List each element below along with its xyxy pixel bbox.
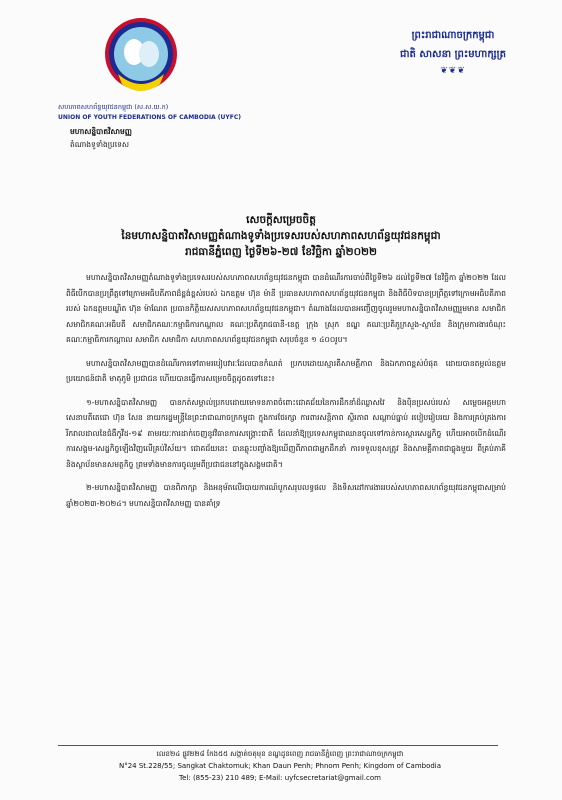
document-body bbox=[66, 270, 506, 519]
uyfc-logo bbox=[96, 16, 186, 98]
paragraph-3: ១-មហាសន្និបាតវិសាមញ្ញ បានកត់សម្គាល់ប្រកបដោយមោទនភាពចំពោះជោគជ័យនៃការដឹកនាំដ៏ឈ្លាសវៃ និងប៉ិនប្រសប់របស់ សម្តេចអគ្គមហាសេនាបតីតេជោ ហ៊ុន សែន នាយករដ្ឋមន្ត្រីនៃព្រះរាជាណាចក្រកម្ពុជា ក្នុងការថែរក្សា ការពារសន្តិភាព ស្ថិរភាព សណ្តាប់ធ្នាប់ របៀបរៀបរយ និងការគ្រប់គ្រងការរីករាលដាលនៃជំងឺកូវីដ-១៩ តាមរយៈការដាក់ចេញនូវវិធានការសង្គ្រោះជាតិ ដែលនាំឱ្យប្រទេសកម្ពុជាឈានចូលទៅកាន់ការស្តារសេដ្ឋកិច្ច ហើយអាចបើកដំណើរការសង្គម-សេដ្ឋកិច្ចឡើងវិញលើគ្រប់វិស័យ។ ជោគជ័យនេះ បានឆ្លុះបញ្ចាំងឱ្យឃើញពីភាពជាអ្នកដឹកនាំ ការទទួលខុសត្រូវ និងសាមគ្គីភាពជាធ្លុងមួយ ពីគ្រប់ភាគី និងស្ថាប័នមានសមត្ថកិច្ច ព្រមទាំងមានការចូលរួមពីប្រជាជននៅក្នុងសង្គមជាតិ។ bbox=[66, 397, 506, 469]
uyfc-logo-graphic bbox=[96, 16, 186, 98]
org-header bbox=[58, 16, 248, 151]
ornament-icon: ❦❦❦ bbox=[440, 66, 466, 76]
footer-contact: Tel: (855-23) 210 489; E-Mail: uyfcsecretariat@gmail.com bbox=[179, 774, 381, 782]
kingdom-header bbox=[400, 28, 506, 76]
org-name-khmer: សហភាពសហព័ន្ធយុវជនកម្ពុជា (ស.ស.យ.ក) bbox=[58, 103, 169, 111]
paragraph-1: មហាសន្និបាតវិសាមញ្ញតំណាងទូទាំងប្រទេសរបស់សហភាពសហព័ន្ធយុវជនកម្ពុជា បានដំណើរការចាប់ពីថ្ងៃទី២៦ ដល់ថ្ងៃទី២៧ ខែវិច្ឆិកា ឆ្នាំ២០២២ ដែលពិធីបើកបានប្រព្រឹត្តទៅក្រោមអធិបតីភាពដ៏ខ្ពង់ខ្ពស់របស់ ឯកឧត្តម ហ៊ុន ម៉ានី ប្រធានសហភាពសហព័ន្ធយុវជនកម្ពុជា និងពិធីបិទបានប្រព្រឹត្តទៅក្រោមអធិបតីភាពរបស់ ឯកឧត្តមបណ្ឌិត ហ៊ុន ម៉ាណែត ប្រធានកិត្តិយសសហភាពសហព័ន្ធយុវជនកម្ពុជា។ តំណាងដែលបានអញ្ជើញចូលរួមមហាសន្និបាតវិសាមញ្ញរួមមាន សមាជិក សមាជិកគណៈអធិបតី សមាជិកគណៈកម្មាធិការកណ្តាល គណៈប្រតិភូរាជធានី-ខេត្ត ក្រុង ស្រុក ខណ្ឌ គណៈប្រតិភូក្រសួង-ស្ថាប័ន និងក្រុមការងារចំណុះគណៈកម្មាធិការកណ្តាល សមាជិក សមាជិកា សហភាពសហព័ន្ធយុវជនកម្ពុជា សរុបចំនួន ១ ៤០០រូប។ bbox=[66, 273, 506, 344]
footer-address-english: N°24 St.228/55; Sangkat Chaktomuk; Khan Daun Penh; Phnom Penh; Kingdom of Cambodia bbox=[118, 762, 442, 770]
title-line-2: នៃមហាសន្និបាតវិសាមញ្ញតំណាងទូទាំងប្រទេសរបស់សហភាពសហព័ន្ធយុវជនកម្ពុជា bbox=[121, 230, 441, 242]
footer-divider bbox=[58, 745, 498, 746]
kingdom-name: ព្រះរាជាណាចក្រកម្ពុជា bbox=[411, 30, 495, 41]
paragraph-4: ២-មហាសន្និបាតវិសាមញ្ញ បានពិភាក្សា និងអនុម័តលើរបាយការណ៍បូកសរុបលទ្ធផល និងទិសដៅការងាររបស់សហភាពសហព័ន្ធយុវជនកម្ពុជាសម្រាប់ឆ្នាំ២០២៣-២០២៤។ មហាសន្និបាតវិសាមញ្ញ បានគាំទ្រ bbox=[66, 483, 506, 508]
footer bbox=[40, 748, 520, 784]
paragraph-2: មហាសន្និបាតវិសាមញ្ញបានដំណើរការទៅតាមរបៀបវារៈដែលបានកំណត់ ប្រកបដោយស្មារតីសាមគ្គីភាព និងឯកភាពខ្ពស់បំផុត ដោយបានតម្កល់ឧត្តមប្រយោជន៍ជាតិ មាតុភូមិ ប្រជាជន ហើយបានធ្វើការសម្រេចចិត្តដូចតទៅនេះ៖ bbox=[66, 358, 506, 383]
org-name-english: UNION OF YOUTH FEDERATIONS OF CAMBODIA (UYFC) bbox=[58, 114, 241, 121]
document-title bbox=[40, 212, 522, 260]
congress-label: មហាសន្និបាតវិសាមញ្ញ bbox=[70, 127, 132, 136]
title-line-3: រាជធានីភ្នំពេញ ថ្ងៃទី២៦-២៧ ខែវិច្ឆិកា ឆ្នាំ២០២២ bbox=[185, 246, 377, 258]
footer-address-khmer: លេខ២៤ ផ្លូវ២២៨ កែង៥៥ សង្កាត់ចតុមុខ ខណ្ឌដូនពេញ រាជធានីភ្នំពេញ ព្រះរាជាណាចក្រកម្ពុជា bbox=[156, 750, 404, 758]
title-line-1: សេចក្តីសម្រេចចិត្ត bbox=[246, 214, 316, 226]
national-motto: ជាតិ សាសនា ព្រះមហាក្សត្រ bbox=[400, 49, 506, 60]
nationwide-label: តំណាងទូទាំងប្រទេស bbox=[70, 140, 129, 149]
